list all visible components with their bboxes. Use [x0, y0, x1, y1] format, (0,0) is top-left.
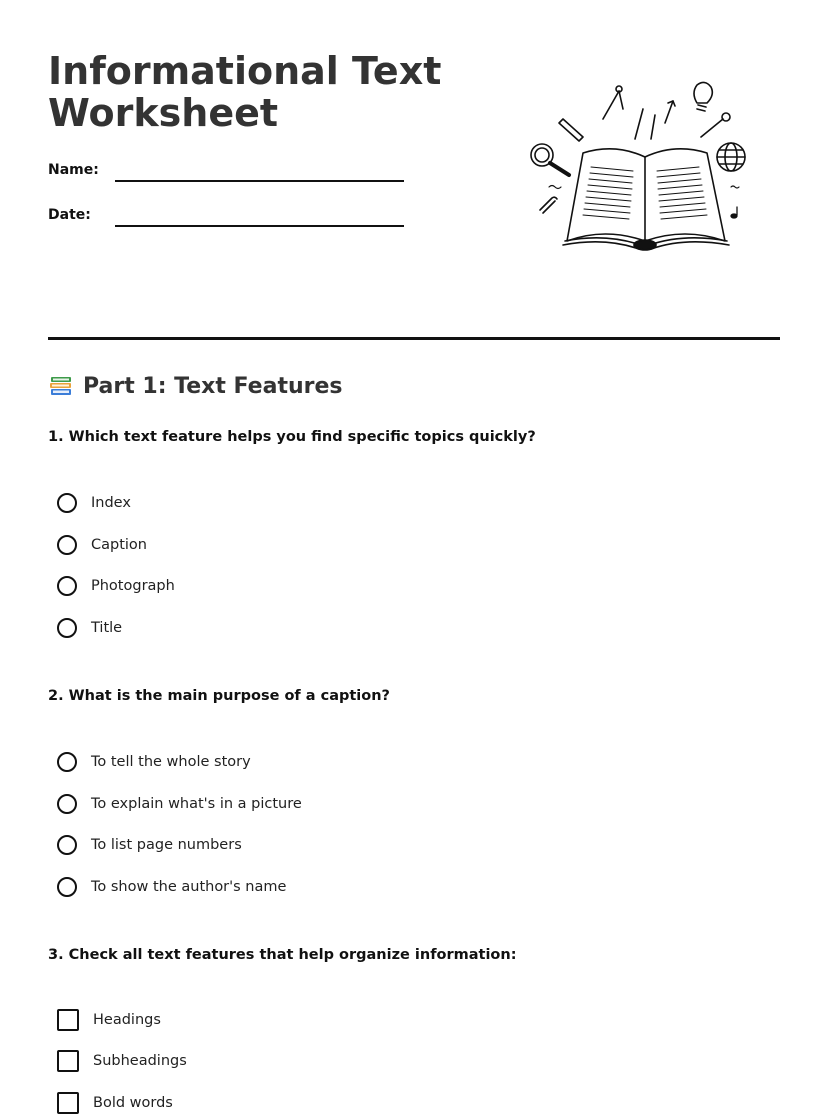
part-1-heading	[48, 373, 343, 399]
name-field[interactable]	[48, 156, 408, 182]
option-label: To tell the whole story	[91, 754, 251, 770]
option-label: To explain what's in a picture	[91, 796, 302, 812]
checkbox[interactable]	[57, 1092, 79, 1114]
part-1-heading-text: Part 1: Text Features	[83, 373, 343, 399]
option-label: To list page numbers	[91, 837, 242, 853]
title-line-2: Worksheet	[48, 91, 279, 135]
radio-button[interactable]	[57, 576, 77, 596]
radio-button[interactable]	[57, 794, 77, 814]
q1-option-title[interactable]	[57, 616, 122, 640]
option-label: Subheadings	[93, 1053, 187, 1069]
date-label: Date:	[48, 207, 91, 223]
section-divider	[48, 337, 780, 340]
lightbulb-icon	[694, 82, 712, 111]
title-line-1: Informational Text	[48, 49, 442, 93]
q2-option-page-numbers[interactable]	[57, 833, 242, 857]
option-label: Index	[91, 495, 131, 511]
option-label: To show the author's name	[91, 879, 287, 895]
question-3: 3. Check all text features that help organize information:	[48, 947, 517, 963]
radio-button[interactable]	[57, 877, 77, 897]
radio-button[interactable]	[57, 752, 77, 772]
music-note-icon	[731, 207, 737, 218]
wand-icon	[701, 113, 730, 137]
option-label: Bold words	[93, 1095, 173, 1111]
q3-option-headings[interactable]	[57, 1008, 161, 1032]
question-2: 2. What is the main purpose of a caption?	[48, 688, 390, 704]
arrow-icon	[635, 101, 675, 139]
option-label: Headings	[93, 1012, 161, 1028]
q3-option-bold-words[interactable]	[57, 1091, 173, 1115]
q1-option-caption[interactable]	[57, 533, 147, 557]
option-label: Caption	[91, 537, 147, 553]
paperclip-icon	[540, 197, 557, 213]
open-book-icon	[563, 149, 729, 250]
name-input-line[interactable]	[115, 180, 404, 182]
radio-button[interactable]	[57, 618, 77, 638]
radio-button[interactable]	[57, 835, 77, 855]
date-field[interactable]	[48, 201, 408, 227]
books-icon	[48, 373, 74, 399]
radio-button[interactable]	[57, 493, 77, 513]
compass-icon	[603, 86, 623, 119]
option-label: Photograph	[91, 578, 175, 594]
checkbox[interactable]	[57, 1009, 79, 1031]
q2-option-whole-story[interactable]	[57, 750, 251, 774]
question-1: 1. Which text feature helps you find specific topics quickly?	[48, 429, 536, 445]
q3-option-subheadings[interactable]	[57, 1049, 187, 1073]
pencil-icon	[559, 119, 583, 141]
checkbox[interactable]	[57, 1050, 79, 1072]
name-label: Name:	[48, 162, 99, 178]
option-label: Title	[91, 620, 123, 636]
open-book-illustration	[525, 75, 753, 255]
date-input-line[interactable]	[115, 225, 404, 227]
q1-option-index[interactable]	[57, 491, 131, 515]
page-title	[48, 50, 468, 134]
radio-button[interactable]	[57, 535, 77, 555]
q2-option-explain-picture[interactable]	[57, 792, 302, 816]
q1-option-photograph[interactable]	[57, 574, 175, 598]
q2-option-author-name[interactable]	[57, 875, 286, 899]
magnifying-glass-icon	[531, 144, 569, 175]
globe-icon	[717, 143, 745, 171]
